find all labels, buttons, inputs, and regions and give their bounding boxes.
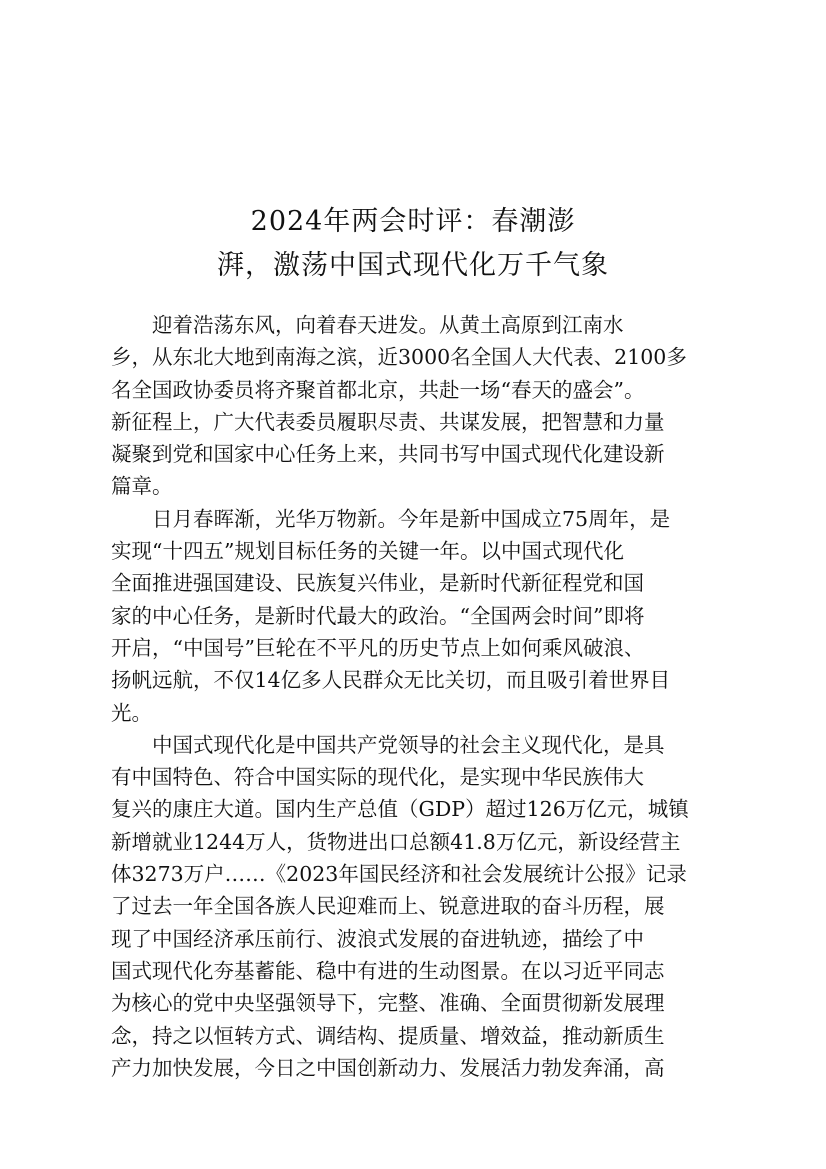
text-line: 中国式现代化是中国共产党领导的社会主义现代化，是具 xyxy=(152,732,665,757)
text-line: 实现“十四五”规划目标任务的关键一年。以中国式现代化 xyxy=(111,539,624,564)
article-title xyxy=(0,200,826,288)
text-line: 产力加快发展，今日之中国创新动力、发展活力勃发奔涌，高 xyxy=(111,1055,665,1080)
text-line: 复兴的康庄大道。国内生产总值（GDP）超过126万亿元，城镇 xyxy=(111,797,689,822)
text-line: 名全国政协委员将齐聚首都北京，共赴一场“春天的盛会”。 xyxy=(111,377,645,402)
paragraph-2 xyxy=(111,503,715,729)
text-line: 乡，从东北大地到南海之滨，近3000名全国人大代表、2100多 xyxy=(111,345,687,370)
text-line: 现了中国经济承压前行、波浪式发展的奋进轨迹，描绘了中 xyxy=(111,926,644,951)
text-line: 有中国特色、符合中国实际的现代化，是实现中华民族伟大 xyxy=(111,765,644,790)
text-line: 新征程上，广大代表委员履职尽责、共谋发展，把智慧和力量 xyxy=(111,409,665,434)
text-line: 国式现代化夯基蓄能、稳中有进的生动图景。在以习近平同志 xyxy=(111,958,665,983)
paragraph-1 xyxy=(111,309,715,503)
text-line: 凝聚到党和国家中心任务上来，共同书写中国式现代化建设新 xyxy=(111,442,665,467)
text-line: 光。 xyxy=(111,700,152,725)
article-title-line-1: 2024年两会时评：春潮澎 xyxy=(250,206,576,237)
text-line: 了过去一年全国各族人民迎难而上、锐意进取的奋斗历程，展 xyxy=(111,894,665,919)
paragraph-3 xyxy=(111,729,715,1084)
text-line: 为核心的党中央坚强领导下，完整、准确、全面贯彻新发展理 xyxy=(111,991,665,1016)
text-line: 全面推进强国建设、民族复兴伟业，是新时代新征程党和国 xyxy=(111,571,644,596)
article-body xyxy=(111,309,715,1084)
text-line: 家的中心任务，是新时代最大的政治。“全国两会时间”即将 xyxy=(111,603,645,628)
article-title-line-2: 湃，激荡中国式现代化万千气象 xyxy=(217,250,609,281)
text-line: 体3273万户……《2023年国民经济和社会发展统计公报》记录 xyxy=(111,862,687,887)
text-line: 新增就业1244万人，货物进出口总额41.8万亿元，新设经营主 xyxy=(111,829,681,854)
text-line: 扬帆远航，不仅14亿多人民群众无比关切，而且吸引着世界目 xyxy=(111,668,671,693)
text-line: 开启，“中国号”巨轮在不平凡的历史节点上如何乘风破浪、 xyxy=(111,635,645,660)
text-line: 念，持之以恒转方式、调结构、提质量、增效益，推动新质生 xyxy=(111,1023,665,1048)
text-line: 迎着浩荡东风，向着春天进发。从黄土高原到江南水 xyxy=(152,313,624,337)
text-line: 日月春晖渐，光华万物新。今年是新中国成立75周年，是 xyxy=(152,506,671,531)
text-line: 篇章。 xyxy=(111,474,173,499)
